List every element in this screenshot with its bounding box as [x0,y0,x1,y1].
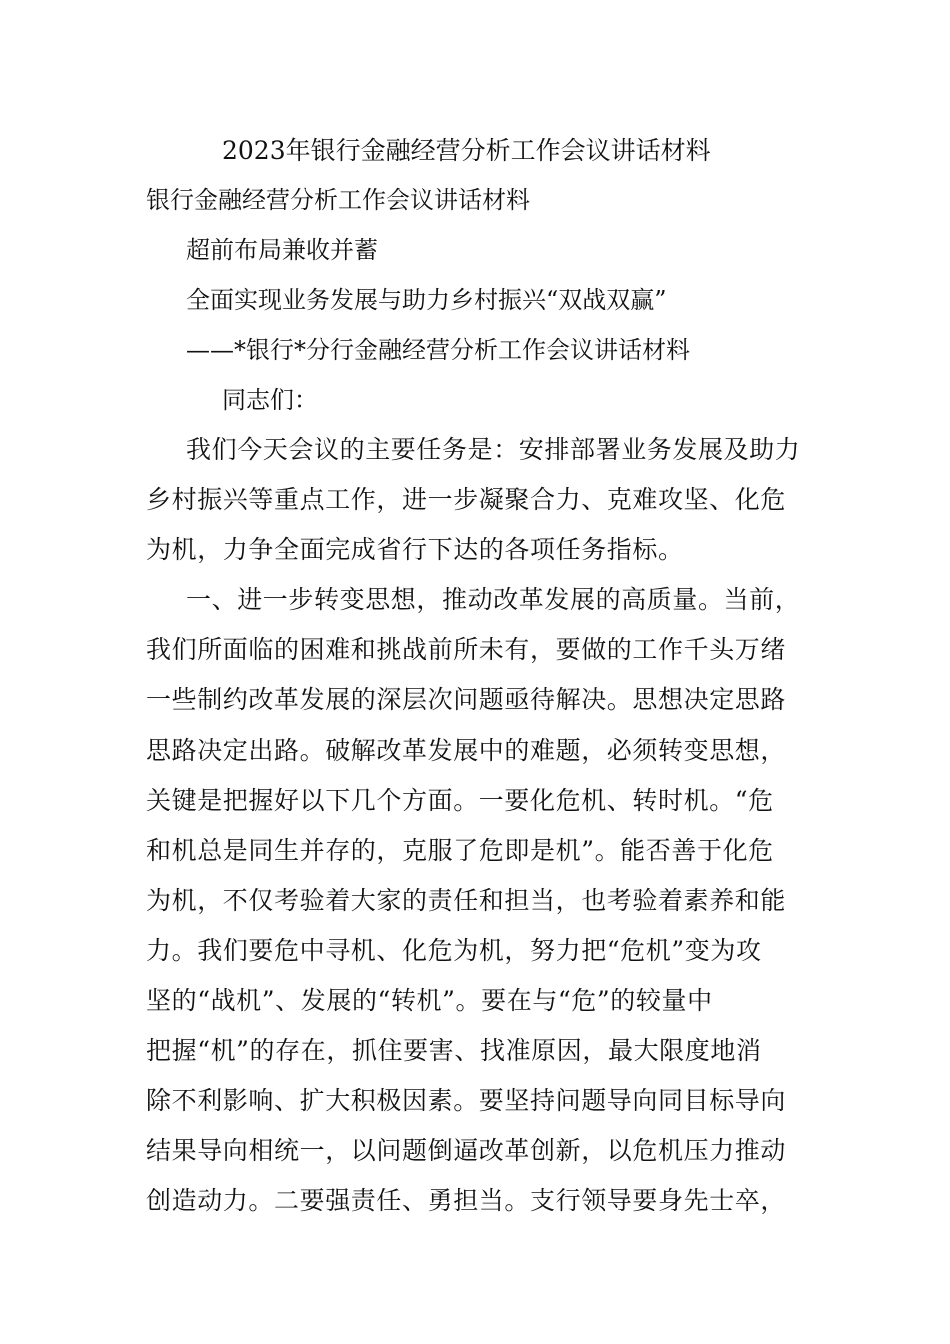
body-line: 乡村振兴等重点工作，进一步凝聚合力、克难攻坚、化危 [146,485,787,515]
body-line: 力。我们要危中寻机、化危为机，努力把“危机”变为攻 [146,935,762,965]
body-line: 我们今天会议的主要任务是：安排部署业务发展及助力 [186,435,801,464]
body-line: 把握“机”的存在，抓住要害、找准原因，最大限度地消 [146,1036,762,1066]
greeting: 同志们： [222,386,318,414]
document-subtitle: 银行金融经营分析工作会议讲话材料 [146,186,530,214]
body-line: 我们所面临的困难和挑战前所未有，要做的工作千头万绪 [146,635,787,665]
body-text [146,430,816,1232]
body-line: 除不利影响、扩大积极因素。要坚持问题导向同目标导向 [146,1086,787,1116]
heading-line-1: 超前布局兼收并蓄 [186,236,378,264]
heading-line-2: 全面实现业务发展与助力乡村振兴“双战双赢” [186,286,667,314]
body-line: 一、进一步转变思想，推动改革发展的高质量。当前， [186,585,801,615]
body-line: 关键是把握好以下几个方面。一要化危机、转时机。“危 [146,785,774,815]
document-title: 2023年银行金融经营分析工作会议讲话材料 [222,136,711,165]
body-line: 坚的“战机”、发展的“转机”。要在与“危”的较量中 [146,986,713,1016]
heading-line-3: ——*银行*分行金融经营分析工作会议讲话材料 [186,336,690,364]
body-line: 结果导向相统一，以问题倒逼改革创新，以危机压力推动 [146,1136,787,1166]
body-line: 为机，力争全面完成省行下达的各项任务指标。 [146,535,684,565]
body-line: 和机总是同生并存的，克服了危即是机”。能否善于化危 [146,835,774,865]
body-line: 思路决定出路。破解改革发展中的难题，必须转变思想， [146,735,787,765]
body-line: 为机，不仅考验着大家的责任和担当，也考验着素养和能 [146,885,787,915]
body-line: 一些制约改革发展的深层次问题亟待解决。思想决定思路 [146,685,787,715]
body-line: 创造动力。二要强责任、勇担当。支行领导要身先士卒， [146,1186,787,1216]
